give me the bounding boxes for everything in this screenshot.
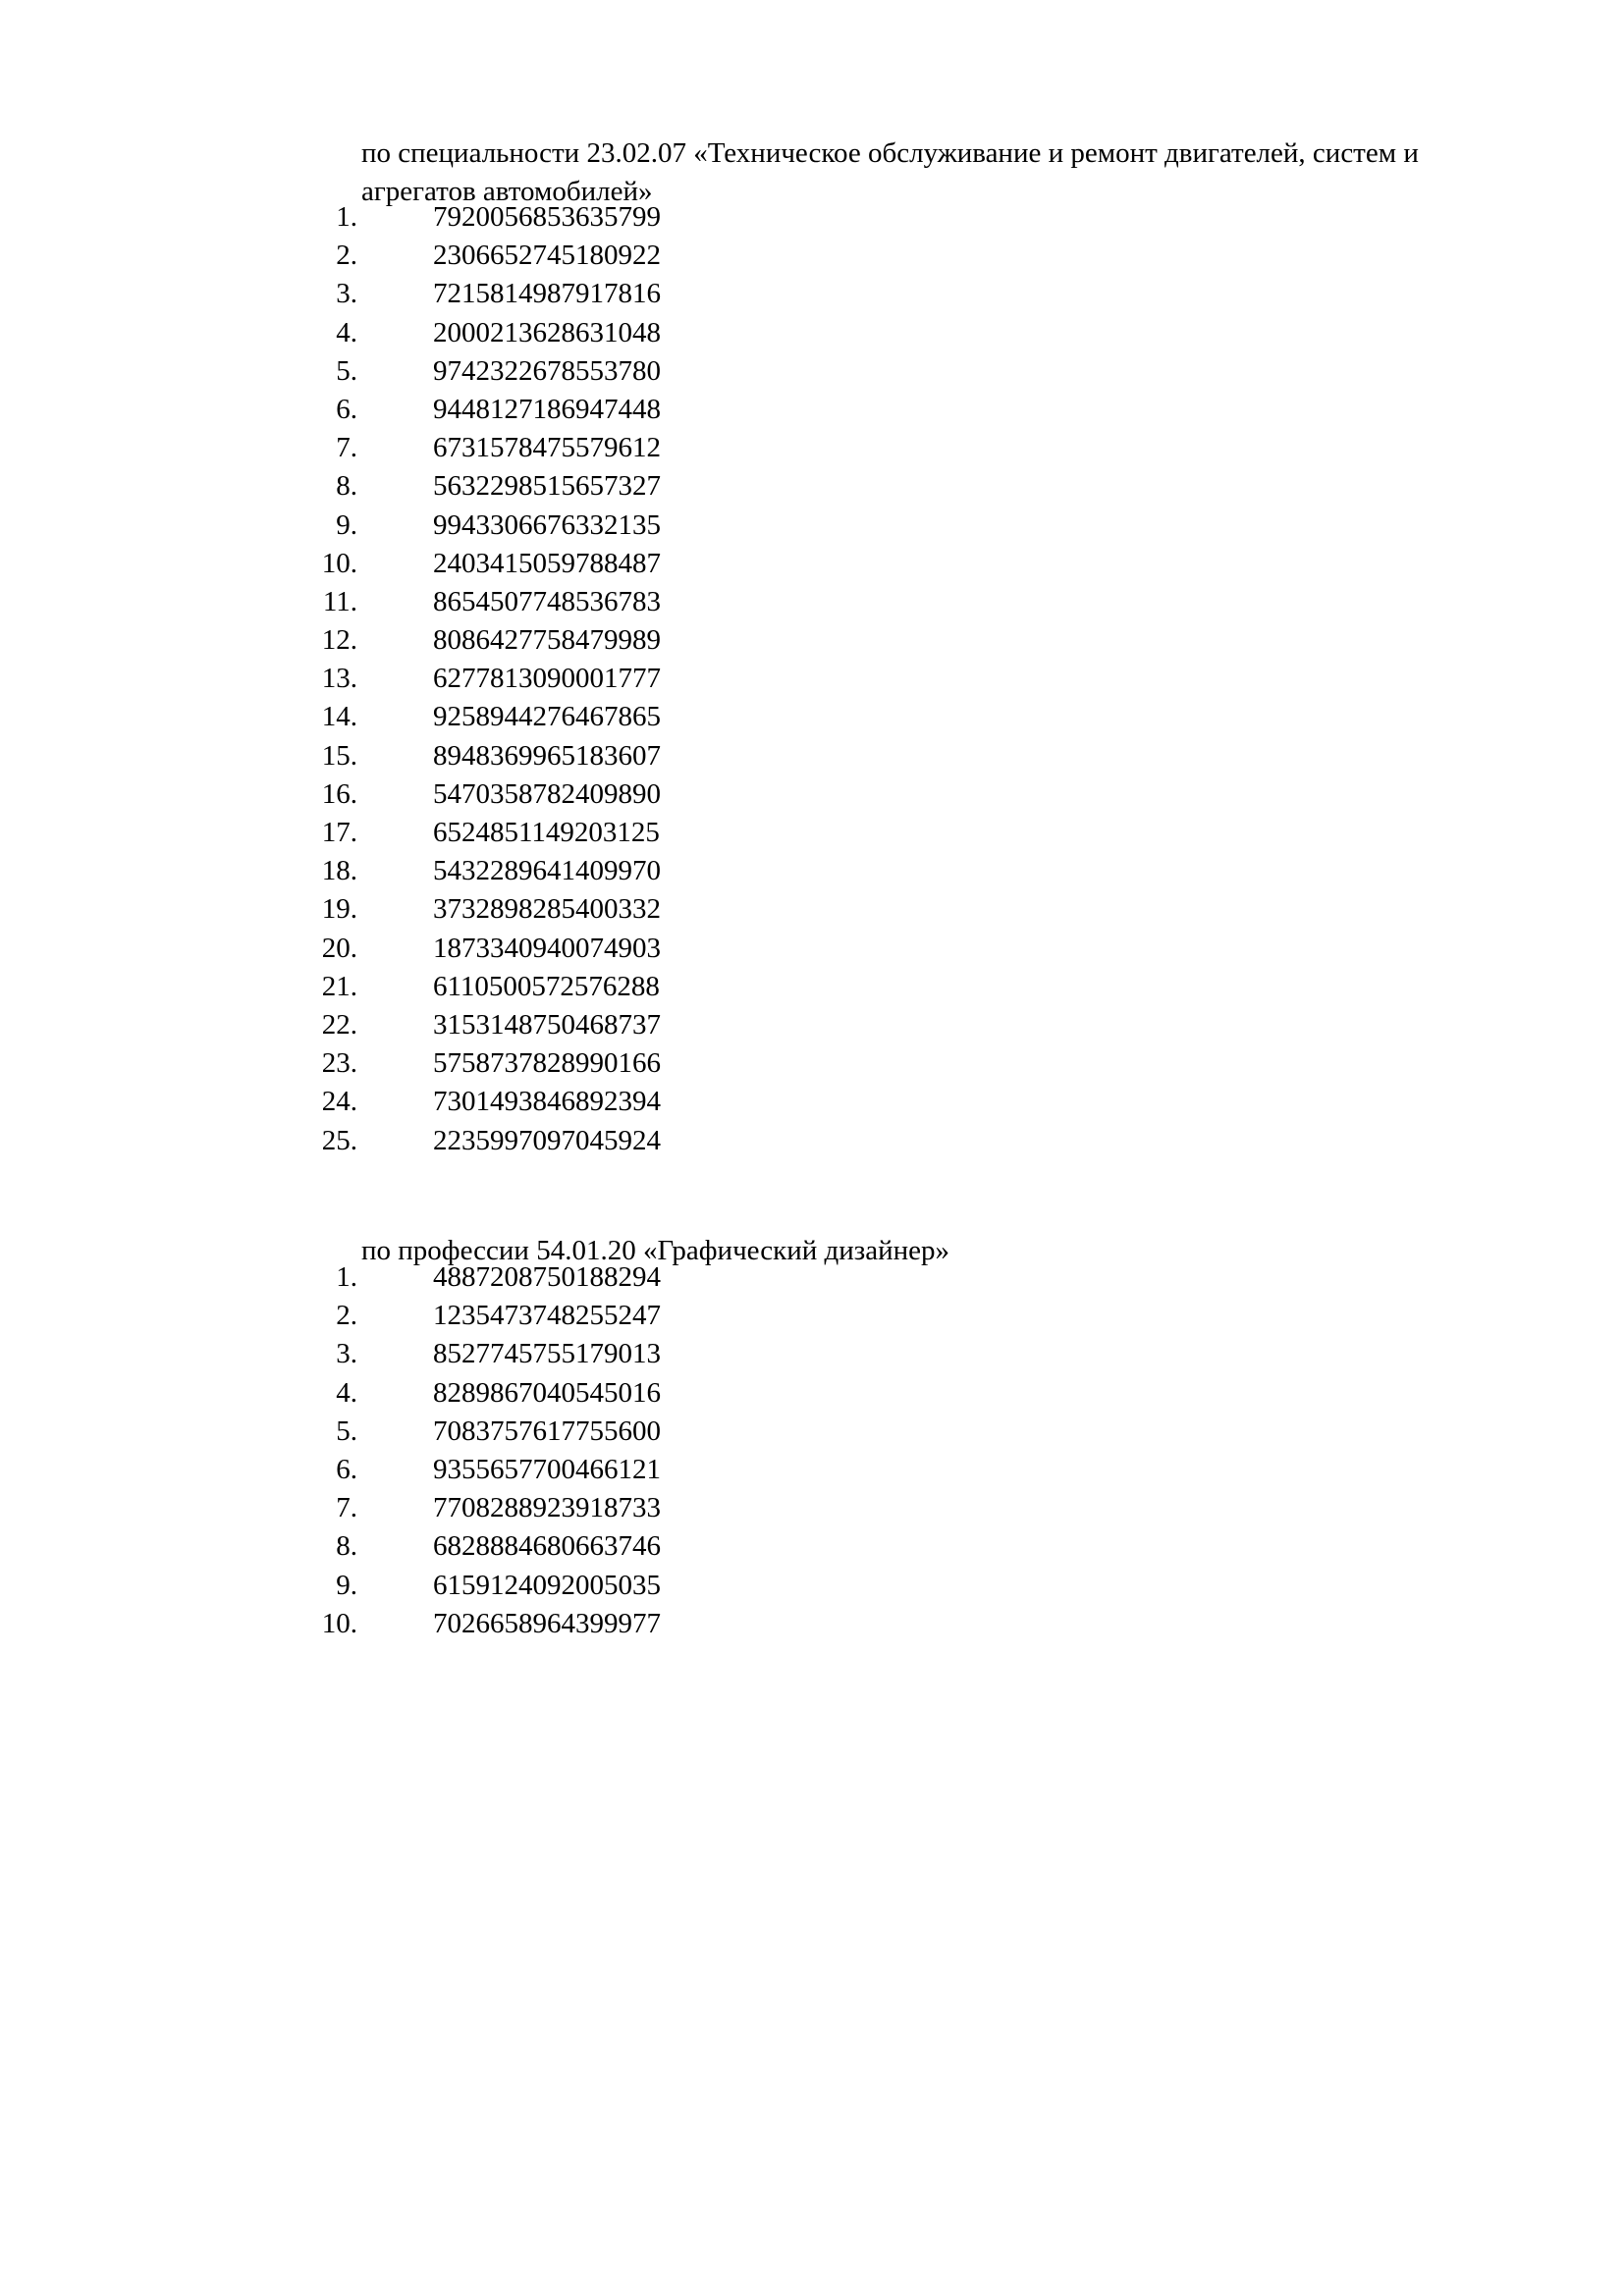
item-code: 2235997097045924 bbox=[433, 1124, 661, 1156]
item-code: 7026658964399977 bbox=[433, 1607, 661, 1639]
list-item bbox=[0, 1527, 1624, 1566]
item-code: 6524851149203125 bbox=[433, 817, 660, 848]
item-code: 9742322678553780 bbox=[433, 354, 661, 387]
item-code: 1873340940074903 bbox=[433, 932, 661, 964]
list-item bbox=[0, 1044, 1624, 1083]
item-number: 11. bbox=[322, 585, 357, 617]
item-code: 4887208750188294 bbox=[433, 1261, 661, 1293]
item-number: 7. bbox=[336, 432, 357, 464]
item-code: 9448127186947448 bbox=[433, 393, 661, 425]
section-profession bbox=[0, 1232, 1624, 1643]
item-code: 9355657700466121 bbox=[433, 1453, 661, 1485]
item-number: 2. bbox=[336, 240, 357, 272]
item-code: 9258944276467865 bbox=[433, 701, 661, 733]
list-item bbox=[0, 1413, 1624, 1451]
item-code: 9943306676332135 bbox=[433, 508, 661, 541]
item-number: 3. bbox=[336, 1338, 357, 1370]
item-number: 8. bbox=[336, 1530, 357, 1563]
list-item bbox=[0, 237, 1624, 275]
item-code: 6277813090001777 bbox=[433, 663, 661, 695]
list-item bbox=[0, 890, 1624, 929]
item-number: 3. bbox=[336, 278, 357, 310]
list-item bbox=[0, 583, 1624, 621]
list-item bbox=[0, 1335, 1624, 1373]
item-number: 9. bbox=[336, 1569, 357, 1601]
list-item bbox=[0, 275, 1624, 313]
item-code: 8289867040545016 bbox=[433, 1376, 661, 1409]
item-number: 9. bbox=[336, 508, 357, 541]
item-code: 8527745755179013 bbox=[433, 1338, 661, 1370]
item-code: 2306652745180922 bbox=[433, 240, 661, 272]
list-item bbox=[0, 968, 1624, 1006]
section-heading: по специальности 23.02.07 «Техническое обслуживание и ремонт двигателей, систем и агрегатов автомобилей» bbox=[361, 137, 1419, 207]
item-code: 8654507748536783 bbox=[433, 585, 661, 617]
item-number: 16. bbox=[321, 777, 357, 810]
list-item bbox=[0, 1374, 1624, 1413]
item-code: 7920056853635799 bbox=[433, 201, 661, 233]
list-item bbox=[0, 698, 1624, 736]
item-code: 7215814987917816 bbox=[433, 278, 661, 310]
item-code: 1235473748255247 bbox=[433, 1300, 661, 1332]
item-number: 7. bbox=[336, 1492, 357, 1524]
list-item bbox=[0, 1489, 1624, 1527]
item-code: 7301493846892394 bbox=[433, 1086, 661, 1118]
list-item bbox=[0, 545, 1624, 583]
item-number: 6. bbox=[336, 393, 357, 425]
item-code: 3732898285400332 bbox=[433, 893, 661, 926]
item-code: 5758737828990166 bbox=[433, 1047, 661, 1080]
item-number: 13. bbox=[321, 663, 357, 695]
item-code: 5432289641409970 bbox=[433, 855, 661, 887]
list-item bbox=[0, 621, 1624, 660]
item-number: 5. bbox=[336, 1415, 357, 1447]
list-item bbox=[0, 1258, 1624, 1297]
item-code: 5470358782409890 bbox=[433, 777, 661, 810]
list-item bbox=[0, 467, 1624, 506]
item-number: 21. bbox=[321, 970, 357, 1002]
code-list bbox=[0, 198, 1624, 1160]
item-number: 10. bbox=[321, 547, 357, 579]
list-item bbox=[0, 391, 1624, 429]
list-item bbox=[0, 660, 1624, 698]
item-number: 6. bbox=[336, 1453, 357, 1485]
section-heading: по профессии 54.01.20 «Графический дизайнер» bbox=[361, 1235, 950, 1266]
list-item bbox=[0, 814, 1624, 852]
item-number: 20. bbox=[321, 932, 357, 964]
item-number: 19. bbox=[321, 893, 357, 926]
item-code: 7708288923918733 bbox=[433, 1492, 661, 1524]
list-item bbox=[0, 1083, 1624, 1121]
item-code: 6828884680663746 bbox=[433, 1530, 661, 1563]
list-item bbox=[0, 775, 1624, 814]
item-number: 15. bbox=[321, 739, 357, 772]
item-number: 24. bbox=[321, 1086, 357, 1118]
item-number: 4. bbox=[336, 1376, 357, 1409]
item-number: 4. bbox=[336, 316, 357, 348]
list-item bbox=[0, 198, 1624, 237]
list-item bbox=[0, 1451, 1624, 1489]
item-code: 5632298515657327 bbox=[433, 470, 661, 503]
list-item bbox=[0, 1006, 1624, 1044]
item-number: 17. bbox=[321, 817, 357, 848]
list-item bbox=[0, 314, 1624, 352]
list-item bbox=[0, 352, 1624, 391]
list-item bbox=[0, 852, 1624, 890]
item-number: 14. bbox=[321, 701, 357, 733]
item-number: 8. bbox=[336, 470, 357, 503]
section-specialty bbox=[0, 134, 1624, 1160]
item-code: 8086427758479989 bbox=[433, 624, 661, 657]
item-number: 18. bbox=[321, 855, 357, 887]
list-item bbox=[0, 429, 1624, 467]
list-item bbox=[0, 1605, 1624, 1643]
list-item bbox=[0, 1567, 1624, 1605]
item-code: 2403415059788487 bbox=[433, 547, 661, 579]
item-number: 1. bbox=[336, 1261, 357, 1293]
item-number: 1. bbox=[336, 201, 357, 233]
item-code: 6110500572576288 bbox=[433, 970, 660, 1002]
item-number: 5. bbox=[336, 354, 357, 387]
item-code: 8948369965183607 bbox=[433, 739, 661, 772]
list-item bbox=[0, 737, 1624, 775]
code-list bbox=[0, 1258, 1624, 1643]
list-item bbox=[0, 1122, 1624, 1160]
list-item bbox=[0, 507, 1624, 545]
item-number: 23. bbox=[321, 1047, 357, 1080]
item-number: 22. bbox=[321, 1008, 357, 1041]
item-code: 3153148750468737 bbox=[433, 1008, 661, 1041]
list-item bbox=[0, 1297, 1624, 1335]
item-code: 6731578475579612 bbox=[433, 432, 661, 464]
item-code: 6159124092005035 bbox=[433, 1569, 661, 1601]
item-number: 12. bbox=[321, 624, 357, 657]
item-code: 2000213628631048 bbox=[433, 316, 661, 348]
list-item bbox=[0, 930, 1624, 968]
item-number: 10. bbox=[321, 1607, 357, 1639]
item-code: 7083757617755600 bbox=[433, 1415, 661, 1447]
item-number: 2. bbox=[336, 1300, 357, 1332]
item-number: 25. bbox=[321, 1124, 357, 1156]
